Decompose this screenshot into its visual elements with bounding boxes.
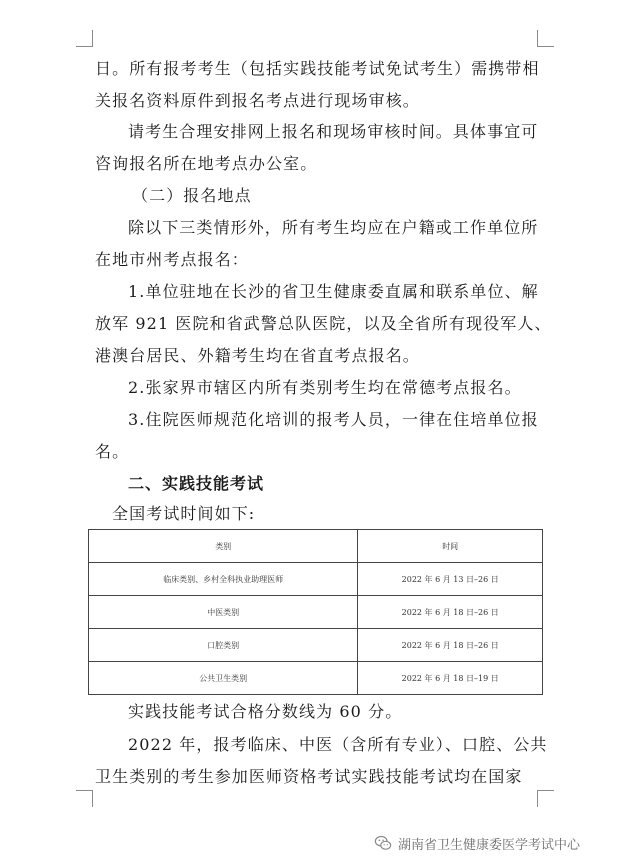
paragraph-line: 放军 921 医院和省武警总队医院，以及全省所有现役军人、	[95, 314, 552, 333]
table-intro: 全国考试时间如下:	[112, 504, 256, 523]
paragraph-line: 关报名资料原件到报名考点进行现场审核。	[95, 91, 420, 110]
paragraph-line: 实践技能考试合格分数线为 60 分。	[128, 702, 403, 721]
table-header-category: 类别	[89, 530, 358, 563]
wechat-icon	[374, 834, 392, 852]
paragraph-line: 1.单位驻地在长沙的省卫生健康委直属和联系单位、解	[128, 282, 539, 301]
section-heading: 二、实践技能考试	[128, 474, 265, 493]
paragraph-line: 2022 年，报考临床、中医（含所有专业）、口腔、公共	[128, 735, 548, 754]
paragraph-line: 港澳台居民、外籍考生均在省直考点报名。	[95, 346, 420, 365]
exam-schedule-table	[88, 529, 543, 695]
crop-mark-bottom-left	[76, 790, 93, 807]
paragraph-line: 除以下三类情形外，所有考生均应在户籍或工作单位所	[128, 218, 539, 237]
table-cell-time: 2022 年 6 月 18 日–26 日	[358, 596, 543, 629]
table-row	[89, 629, 543, 662]
paragraph-line: 卫生类别的考生参加医师资格考试实践技能考试均在国家	[95, 767, 523, 786]
table-cell-time: 2022 年 6 月 18 日–19 日	[358, 662, 543, 695]
table-row	[89, 596, 543, 629]
table-cell-time: 2022 年 6 月 18 日–26 日	[358, 629, 543, 662]
watermark	[374, 832, 580, 854]
paragraph-line: 在地市州考点报名：	[95, 250, 249, 269]
paragraph-line: 名。	[95, 442, 130, 461]
paragraph-line: 2.张家界市辖区内所有类别考生均在常德考点报名。	[128, 378, 522, 397]
table-cell-category: 临床类别、乡村全科执业助理医师	[89, 563, 358, 596]
paragraph-line: 日。所有报考考生（包括实践技能考试免试考生）需携带相	[95, 59, 540, 78]
table-header-time: 时间	[358, 530, 543, 563]
table-header-row	[89, 530, 543, 563]
watermark-text: 湖南省卫生健康委医学考试中心	[398, 837, 581, 853]
crop-mark-top-left	[76, 30, 93, 47]
table-cell-time: 2022 年 6 月 13 日–26 日	[358, 563, 543, 596]
crop-mark-top-right	[537, 30, 554, 47]
sub-heading: （二）报名地点	[132, 186, 252, 205]
paragraph-line: 请考生合理安排网上报名和现场审核时间。具体事宜可	[128, 122, 539, 141]
crop-mark-bottom-right	[537, 790, 554, 807]
table-cell-category: 中医类别	[89, 596, 358, 629]
table-cell-category: 公共卫生类别	[89, 662, 358, 695]
paragraph-line: 咨询报名所在地考点办公室。	[95, 154, 318, 173]
table-cell-category: 口腔类别	[89, 629, 358, 662]
paragraph-line: 3.住院医师规范化培训的报考人员，一律在住培单位报	[128, 410, 539, 429]
table-row	[89, 563, 543, 596]
table-row	[89, 662, 543, 695]
